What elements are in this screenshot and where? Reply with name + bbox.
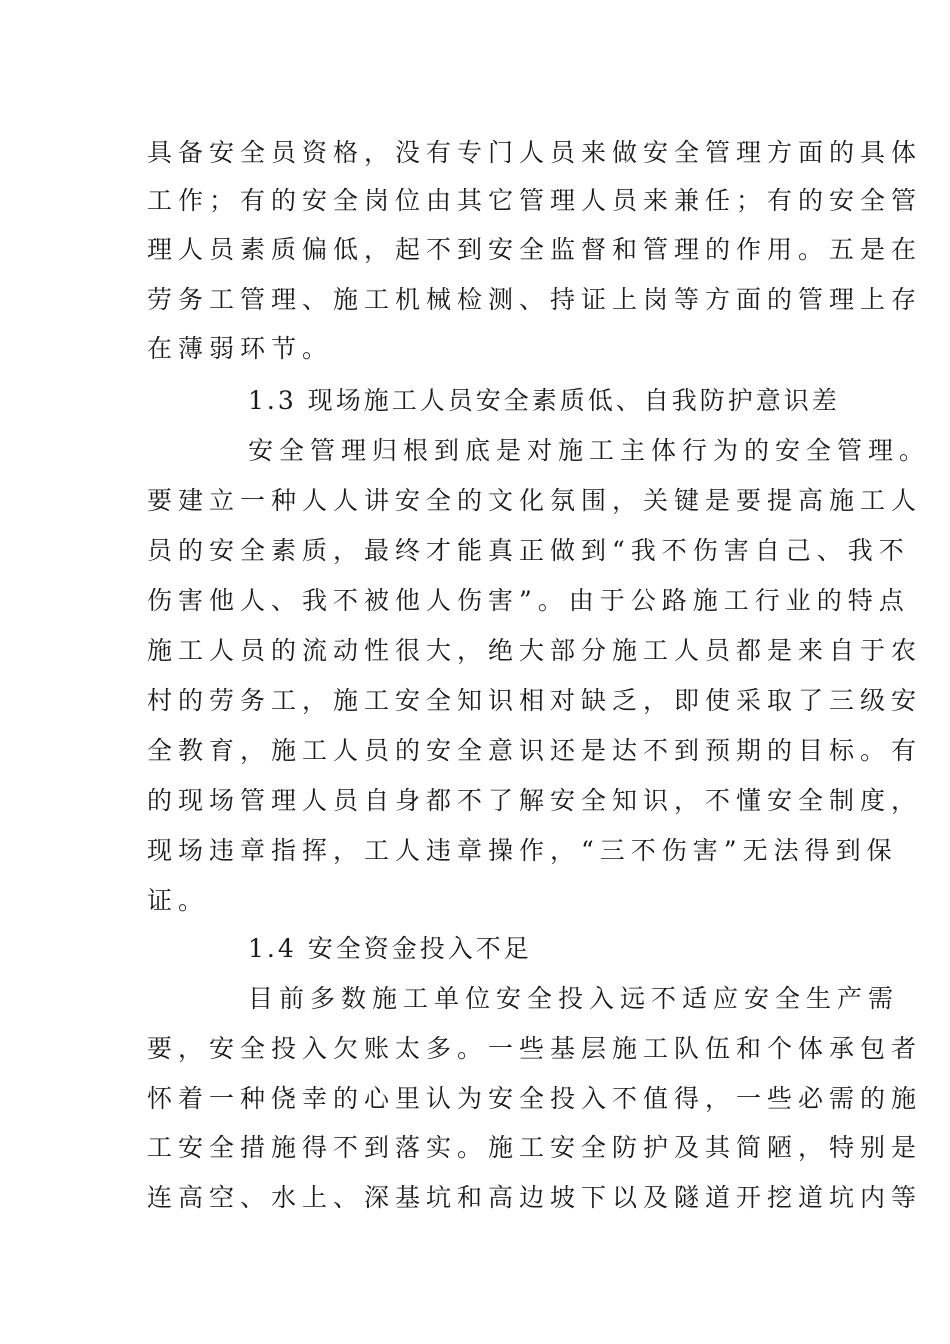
paragraph-line: 目前多数施工单位安全投入远不适应安全生产需 [248,984,900,1013]
paragraph-line: 的现场管理人员自身都不了解安全知识，不懂安全制度， [147,786,923,815]
paragraph-line: 伤害他人、我不被他人伤害”。由于公路施工行业的特点 [147,586,910,615]
paragraph-line: 全教育，施工人员的安全意识还是达不到预期的目标。有 [147,736,923,765]
paragraph-line: 具备安全员资格，没有专门人员来做安全管理方面的具体 [147,138,923,167]
paragraph-line: 施工人员的流动性很大，绝大部分施工人员都是来自于农 [147,636,923,665]
paragraph-line: 安全管理归根到底是对施工主体行为的安全管理。 [248,436,931,465]
paragraph-line: 要建立一种人人讲安全的文化氛围，关键是要提高施工人 [147,486,923,515]
paragraph-line: 证。 [147,886,210,915]
section-heading-1-3: 1.3 现场施工人员安全素质低、自我防护意识差 [248,386,840,415]
paragraph-line: 工作；有的安全岗位由其它管理人员来兼任；有的安全管 [147,186,923,215]
paragraph-line: 要，安全投入欠账太多。一些基层施工队伍和个体承包者 [147,1034,923,1063]
paragraph-line: 劳务工管理、施工机械检测、持证上岗等方面的管理上存 [147,285,923,314]
paragraph-line: 怀着一种侥幸的心里认为安全投入不值得，一些必需的施 [147,1084,923,1113]
paragraph-line: 在薄弱环节。 [147,334,334,363]
paragraph-line: 现场违章指挥，工人违章操作，“三不伤害”无法得到保 [147,836,898,865]
paragraph-line: 村的劳务工，施工安全知识相对缺乏，即使采取了三级安 [147,686,923,715]
paragraph-line: 连高空、水上、深基坑和高边坡下以及隧道开挖道坑内等 [147,1183,923,1212]
paragraph-line: 员的安全素质，最终才能真正做到“我不伤害自己、我不 [147,536,910,565]
paragraph-line: 工安全措施得不到落实。施工安全防护及其简陋，特别是 [147,1133,923,1162]
paragraph-line: 理人员素质偏低，起不到安全监督和管理的作用。五是在 [147,235,923,264]
section-heading-1-4: 1.4 安全资金投入不足 [248,934,532,963]
